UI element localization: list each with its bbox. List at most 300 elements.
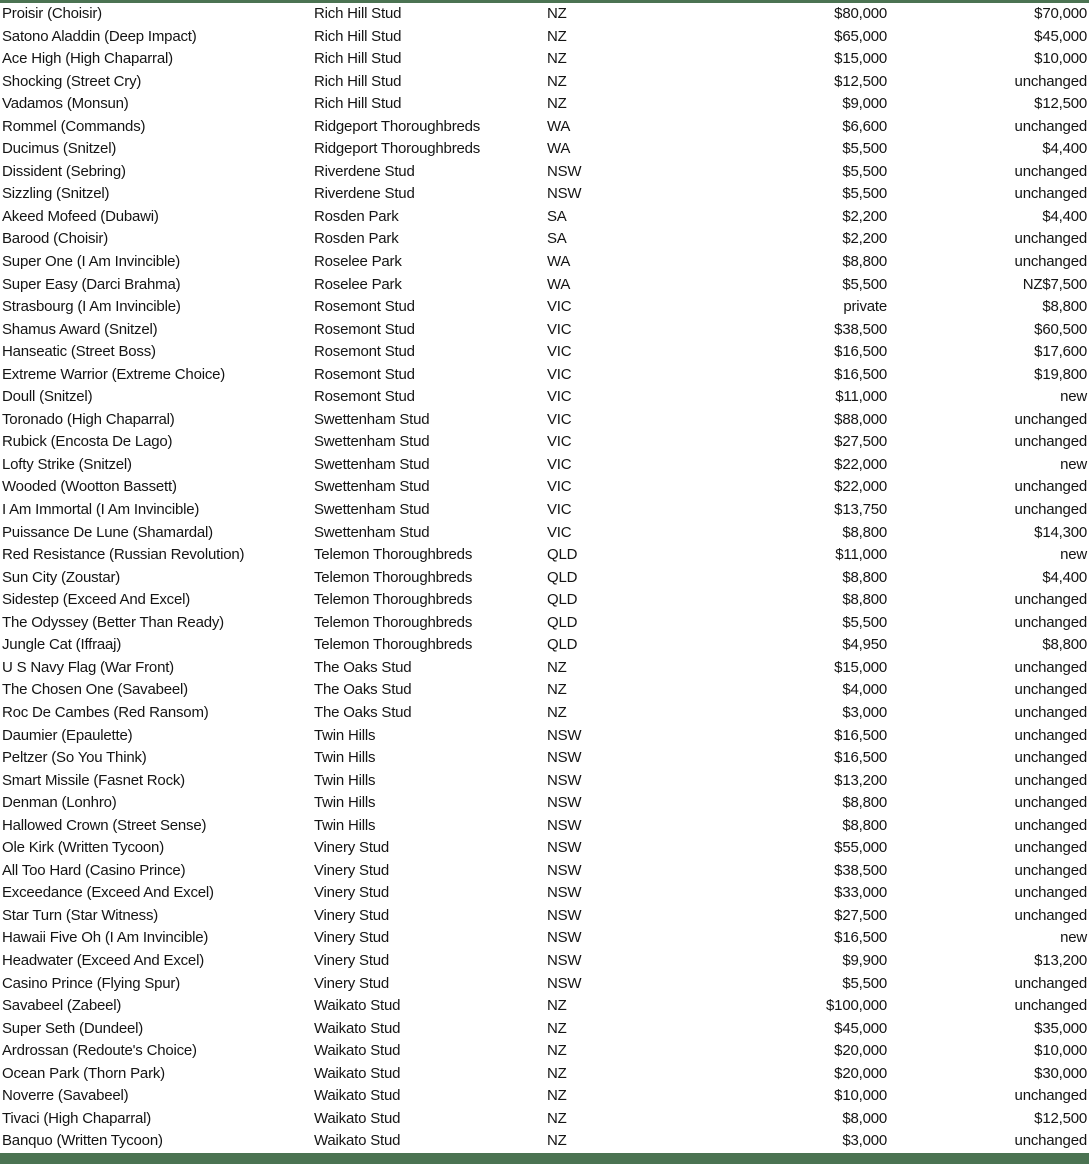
fee-change-cell: unchanged xyxy=(1014,726,1087,744)
state-cell: VIC xyxy=(547,298,572,316)
stallion-name-cell: Rubick (Encosta De Lago) xyxy=(2,433,173,451)
stud-name-cell: Waikato Stud xyxy=(314,1109,401,1127)
table-row xyxy=(0,657,1089,680)
stallion-name-cell: Super Easy (Darci Brahma) xyxy=(2,275,181,293)
stallion-name-cell: Hanseatic (Street Boss) xyxy=(2,343,156,361)
fee-cell: $80,000 xyxy=(834,5,887,22)
fee-cell: private xyxy=(843,298,887,316)
state-cell: NZ xyxy=(547,681,567,699)
table-row xyxy=(0,882,1089,905)
stud-name-cell: Rich Hill Stud xyxy=(314,5,402,22)
stallion-name-cell: Puissance De Lune (Shamardal) xyxy=(2,523,213,541)
fee-cell: $4,950 xyxy=(842,636,887,654)
table-row xyxy=(0,48,1089,71)
table-row xyxy=(0,386,1089,409)
table-row xyxy=(0,116,1089,139)
fee-change-cell: unchanged xyxy=(1014,410,1087,428)
stallion-name-cell: Sidestep (Exceed And Excel) xyxy=(2,591,191,609)
stud-name-cell: Telemon Thoroughbreds xyxy=(314,568,473,586)
state-cell: NZ xyxy=(547,1042,567,1060)
fee-cell: $5,500 xyxy=(842,275,887,293)
fee-cell: $8,800 xyxy=(842,523,887,541)
stud-fee-table xyxy=(0,3,1089,1153)
fee-change-cell: $4,400 xyxy=(1042,207,1087,225)
stud-name-cell: The Oaks Stud xyxy=(314,703,412,721)
fee-change-cell: new xyxy=(1060,546,1087,564)
fee-change-cell: new xyxy=(1060,388,1087,406)
fee-cell: $16,500 xyxy=(834,365,887,383)
fee-cell: $5,500 xyxy=(842,162,887,180)
stud-name-cell: Rosemont Stud xyxy=(314,343,415,361)
state-cell: NZ xyxy=(547,5,567,22)
stallion-name-cell: Sun City (Zoustar) xyxy=(2,568,121,586)
fee-cell: $11,000 xyxy=(835,388,887,406)
stallion-name-cell: The Chosen One (Savabeel) xyxy=(2,681,188,699)
state-cell: NSW xyxy=(547,162,582,180)
fee-cell: $8,000 xyxy=(842,1109,887,1127)
stallion-name-cell: Ole Kirk (Written Tycoon) xyxy=(2,839,164,857)
table-row xyxy=(0,1130,1089,1153)
state-cell: QLD xyxy=(547,636,578,654)
state-cell: SA xyxy=(547,207,567,225)
stud-name-cell: Waikato Stud xyxy=(314,1042,401,1060)
stallion-name-cell: Ducimus (Snitzel) xyxy=(2,140,117,158)
state-cell: QLD xyxy=(547,546,578,564)
fee-cell: $3,000 xyxy=(842,703,887,721)
state-cell: NSW xyxy=(547,929,582,947)
fee-change-cell: NZ$7,500 xyxy=(1022,275,1087,293)
fee-change-cell: new xyxy=(1060,929,1087,947)
stallion-name-cell: Smart Missile (Fasnet Rock) xyxy=(2,771,185,789)
stud-name-cell: Roselee Park xyxy=(314,253,402,271)
table-row xyxy=(0,1108,1089,1131)
fee-change-cell: unchanged xyxy=(1014,771,1087,789)
table-row xyxy=(0,364,1089,387)
fee-change-cell: unchanged xyxy=(1014,162,1087,180)
stud-name-cell: The Oaks Stud xyxy=(314,681,412,699)
stud-name-cell: Twin Hills xyxy=(314,794,376,812)
stallion-name-cell: Jungle Cat (Iffraaj) xyxy=(2,636,122,654)
table-row xyxy=(0,995,1089,1018)
stud-name-cell: Rosemont Stud xyxy=(314,365,415,383)
fee-change-cell: $14,300 xyxy=(1034,523,1087,541)
fee-change-cell: unchanged xyxy=(1014,501,1087,519)
fee-cell: $5,500 xyxy=(842,185,887,203)
stud-name-cell: Ridgeport Thoroughbreds xyxy=(314,117,481,135)
state-cell: NSW xyxy=(547,951,582,969)
table-row xyxy=(0,93,1089,116)
fee-cell: $16,500 xyxy=(834,343,887,361)
table-row xyxy=(0,770,1089,793)
stud-name-cell: Waikato Stud xyxy=(314,1064,401,1082)
fee-cell: $8,800 xyxy=(842,591,887,609)
table-row xyxy=(0,612,1089,635)
state-cell: SA xyxy=(547,230,567,248)
fee-change-cell: $12,500 xyxy=(1034,1109,1087,1127)
stallion-name-cell: Extreme Warrior (Extreme Choice) xyxy=(2,365,226,383)
fee-cell: $88,000 xyxy=(834,410,887,428)
stallion-name-cell: Ace High (High Chaparral) xyxy=(2,50,173,68)
fee-change-cell: $8,800 xyxy=(1042,298,1087,316)
table-row xyxy=(0,499,1089,522)
stud-name-cell: Rosemont Stud xyxy=(314,320,415,338)
stud-name-cell: Telemon Thoroughbreds xyxy=(314,591,473,609)
table-row xyxy=(0,905,1089,928)
table-row xyxy=(0,296,1089,319)
stud-name-cell: Telemon Thoroughbreds xyxy=(314,636,473,654)
stallion-name-cell: Ardrossan (Redoute's Choice) xyxy=(2,1042,197,1060)
state-cell: VIC xyxy=(547,523,572,541)
state-cell: NSW xyxy=(547,839,582,857)
state-cell: VIC xyxy=(547,388,572,406)
table-row xyxy=(0,702,1089,725)
fee-cell: $38,500 xyxy=(834,320,887,338)
stallion-name-cell: Barood (Choisir) xyxy=(2,230,109,248)
stallion-name-cell: Savabeel (Zabeel) xyxy=(2,997,122,1015)
fee-cell: $3,000 xyxy=(842,1132,887,1150)
stallion-name-cell: Tivaci (High Chaparral) xyxy=(2,1109,152,1127)
fee-cell: $22,000 xyxy=(834,478,887,496)
fee-change-cell: unchanged xyxy=(1014,185,1087,203)
fee-change-cell: $13,200 xyxy=(1034,951,1087,969)
state-cell: NZ xyxy=(547,72,567,90)
stallion-name-cell: Lofty Strike (Snitzel) xyxy=(2,455,132,473)
table-row xyxy=(0,161,1089,184)
stallion-name-cell: Banquo (Written Tycoon) xyxy=(2,1132,163,1150)
fee-cell: $2,200 xyxy=(842,207,887,225)
fee-change-cell: unchanged xyxy=(1014,1087,1087,1105)
stud-name-cell: Waikato Stud xyxy=(314,1132,401,1150)
fee-cell: $16,500 xyxy=(834,749,887,767)
table-row xyxy=(0,206,1089,229)
fee-cell: $11,000 xyxy=(835,546,887,564)
fee-change-cell: $4,400 xyxy=(1042,140,1087,158)
stallion-name-cell: Exceedance (Exceed And Excel) xyxy=(2,884,214,902)
stallion-name-cell: Toronado (High Chaparral) xyxy=(2,410,175,428)
state-cell: NSW xyxy=(547,906,582,924)
table-row xyxy=(0,71,1089,94)
table-row xyxy=(0,860,1089,883)
table-row xyxy=(0,319,1089,342)
state-cell: NZ xyxy=(547,1109,567,1127)
fee-cell: $12,500 xyxy=(834,72,887,90)
fee-change-cell: unchanged xyxy=(1014,816,1087,834)
fee-cell: $45,000 xyxy=(834,1019,887,1037)
fee-change-cell: unchanged xyxy=(1014,749,1087,767)
stallion-name-cell: Super One (I Am Invincible) xyxy=(2,253,181,271)
state-cell: NSW xyxy=(547,884,582,902)
stallion-name-cell: Proisir (Choisir) xyxy=(2,5,102,22)
fee-cell: $22,000 xyxy=(834,455,887,473)
stallion-name-cell: Peltzer (So You Think) xyxy=(2,749,147,767)
stud-name-cell: Rich Hill Stud xyxy=(314,27,402,45)
state-cell: NZ xyxy=(547,50,567,68)
fee-change-cell: $45,000 xyxy=(1034,27,1087,45)
state-cell: WA xyxy=(547,140,571,158)
fee-cell: $13,750 xyxy=(834,501,887,519)
fee-cell: $16,500 xyxy=(834,726,887,744)
state-cell: VIC xyxy=(547,478,572,496)
stud-name-cell: Rich Hill Stud xyxy=(314,95,402,113)
state-cell: NZ xyxy=(547,703,567,721)
stallion-name-cell: All Too Hard (Casino Prince) xyxy=(2,861,186,879)
state-cell: NSW xyxy=(547,816,582,834)
state-cell: NSW xyxy=(547,974,582,992)
stud-name-cell: Rich Hill Stud xyxy=(314,72,402,90)
stud-name-cell: Telemon Thoroughbreds xyxy=(314,546,473,564)
stud-name-cell: Rich Hill Stud xyxy=(314,50,402,68)
table-row xyxy=(0,431,1089,454)
stallion-name-cell: Hallowed Crown (Street Sense) xyxy=(2,816,207,834)
stud-name-cell: Rosden Park xyxy=(314,230,399,248)
fee-change-cell: unchanged xyxy=(1014,839,1087,857)
stallion-name-cell: Wooded (Wootton Bassett) xyxy=(2,478,177,496)
stallion-name-cell: I Am Immortal (I Am Invincible) xyxy=(2,501,200,519)
stud-name-cell: Roselee Park xyxy=(314,275,402,293)
fee-cell: $27,500 xyxy=(834,906,887,924)
state-cell: NZ xyxy=(547,1019,567,1037)
stud-name-cell: Rosden Park xyxy=(314,207,399,225)
fee-cell: $15,000 xyxy=(834,658,887,676)
fee-cell: $8,800 xyxy=(842,568,887,586)
table-row xyxy=(0,973,1089,996)
fee-cell: $8,800 xyxy=(842,794,887,812)
stallion-name-cell: Daumier (Epaulette) xyxy=(2,726,133,744)
fee-change-cell: unchanged xyxy=(1014,613,1087,631)
stallion-name-cell: Star Turn (Star Witness) xyxy=(2,906,159,924)
fee-change-cell: $4,400 xyxy=(1042,568,1087,586)
stud-name-cell: Twin Hills xyxy=(314,816,376,834)
table-row xyxy=(0,950,1089,973)
stallion-name-cell: Casino Prince (Flying Spur) xyxy=(2,974,180,992)
table-row xyxy=(0,3,1089,26)
stud-name-cell: Rosemont Stud xyxy=(314,388,415,406)
stud-name-cell: Swettenham Stud xyxy=(314,433,430,451)
fee-change-cell: unchanged xyxy=(1014,906,1087,924)
state-cell: NZ xyxy=(547,95,567,113)
state-cell: VIC xyxy=(547,320,572,338)
fee-change-cell: unchanged xyxy=(1014,974,1087,992)
stallion-name-cell: Super Seth (Dundeel) xyxy=(2,1019,144,1037)
state-cell: VIC xyxy=(547,410,572,428)
fee-cell: $27,500 xyxy=(834,433,887,451)
table-row xyxy=(0,792,1089,815)
table-row xyxy=(0,815,1089,838)
stud-name-cell: Vinery Stud xyxy=(314,884,390,902)
stud-name-cell: Vinery Stud xyxy=(314,861,390,879)
stud-name-cell: Telemon Thoroughbreds xyxy=(314,613,473,631)
state-cell: WA xyxy=(547,117,571,135)
state-cell: NZ xyxy=(547,658,567,676)
stallion-name-cell: Hawaii Five Oh (I Am Invincible) xyxy=(2,929,209,947)
fee-change-cell: unchanged xyxy=(1014,861,1087,879)
table-row xyxy=(0,409,1089,432)
state-cell: QLD xyxy=(547,591,578,609)
table-row xyxy=(0,26,1089,49)
fee-change-cell: $10,000 xyxy=(1034,50,1087,68)
stallion-name-cell: Red Resistance (Russian Revolution) xyxy=(2,546,245,564)
fee-change-cell: $35,000 xyxy=(1034,1019,1087,1037)
stud-name-cell: Twin Hills xyxy=(314,726,376,744)
stallion-name-cell: U S Navy Flag (War Front) xyxy=(2,658,174,676)
stud-name-cell: Vinery Stud xyxy=(314,974,390,992)
table-row xyxy=(0,747,1089,770)
stallion-name-cell: Shocking (Street Cry) xyxy=(2,72,142,90)
state-cell: NSW xyxy=(547,794,582,812)
table-bottom-border xyxy=(0,1153,1089,1164)
stud-name-cell: Riverdene Stud xyxy=(314,185,415,203)
stallion-name-cell: Noverre (Savabeel) xyxy=(2,1087,129,1105)
fee-change-cell: $12,500 xyxy=(1034,95,1087,113)
stud-name-cell: Swettenham Stud xyxy=(314,501,430,519)
fee-cell: $100,000 xyxy=(826,997,887,1015)
fee-change-cell: unchanged xyxy=(1014,1132,1087,1150)
fee-cell: $55,000 xyxy=(834,839,887,857)
fee-cell: $4,000 xyxy=(842,681,887,699)
stallion-name-cell: Headwater (Exceed And Excel) xyxy=(2,951,205,969)
fee-cell: $5,500 xyxy=(842,140,887,158)
stud-name-cell: Twin Hills xyxy=(314,749,376,767)
state-cell: NSW xyxy=(547,726,582,744)
fee-cell: $8,800 xyxy=(842,816,887,834)
state-cell: QLD xyxy=(547,613,578,631)
fee-change-cell: $17,600 xyxy=(1034,343,1087,361)
table-row xyxy=(0,251,1089,274)
stud-name-cell: Waikato Stud xyxy=(314,1087,401,1105)
fee-change-cell: unchanged xyxy=(1014,884,1087,902)
table-row xyxy=(0,274,1089,297)
stallion-name-cell: Vadamos (Monsun) xyxy=(2,95,129,113)
table-row xyxy=(0,679,1089,702)
fee-cell: $20,000 xyxy=(834,1064,887,1082)
stud-name-cell: Twin Hills xyxy=(314,771,376,789)
stud-name-cell: Waikato Stud xyxy=(314,997,401,1015)
fee-change-cell: unchanged xyxy=(1014,703,1087,721)
fee-change-cell: $70,000 xyxy=(1034,5,1087,22)
stallion-name-cell: Strasbourg (I Am Invincible) xyxy=(2,298,181,316)
state-cell: NSW xyxy=(547,185,582,203)
stallion-name-cell: Satono Aladdin (Deep Impact) xyxy=(2,27,197,45)
stud-name-cell: Riverdene Stud xyxy=(314,162,415,180)
fee-change-cell: unchanged xyxy=(1014,794,1087,812)
fee-cell: $65,000 xyxy=(834,27,887,45)
state-cell: NSW xyxy=(547,749,582,767)
state-cell: NZ xyxy=(547,1132,567,1150)
fee-cell: $9,900 xyxy=(842,951,887,969)
table-row xyxy=(0,1063,1089,1086)
fee-change-cell: unchanged xyxy=(1014,253,1087,271)
fee-change-cell: $10,000 xyxy=(1034,1042,1087,1060)
fee-change-cell: $60,500 xyxy=(1034,320,1087,338)
stud-name-cell: Vinery Stud xyxy=(314,839,390,857)
fee-cell: $6,600 xyxy=(842,117,887,135)
fee-change-cell: unchanged xyxy=(1014,658,1087,676)
fee-change-cell: unchanged xyxy=(1014,997,1087,1015)
state-cell: WA xyxy=(547,275,571,293)
state-cell: VIC xyxy=(547,501,572,519)
fee-cell: $2,200 xyxy=(842,230,887,248)
table-row xyxy=(0,183,1089,206)
stallion-name-cell: Shamus Award (Snitzel) xyxy=(2,320,158,338)
stud-name-cell: Swettenham Stud xyxy=(314,478,430,496)
table-row xyxy=(0,1085,1089,1108)
fee-change-cell: new xyxy=(1060,455,1087,473)
table-row xyxy=(0,454,1089,477)
stud-name-cell: Vinery Stud xyxy=(314,951,390,969)
fee-cell: $15,000 xyxy=(834,50,887,68)
state-cell: VIC xyxy=(547,365,572,383)
fee-change-cell: unchanged xyxy=(1014,681,1087,699)
stallion-name-cell: Sizzling (Snitzel) xyxy=(2,185,110,203)
fee-cell: $5,500 xyxy=(842,974,887,992)
stallion-name-cell: Roc De Cambes (Red Ransom) xyxy=(2,703,209,721)
stud-name-cell: Rosemont Stud xyxy=(314,298,415,316)
state-cell: VIC xyxy=(547,455,572,473)
fee-change-cell: unchanged xyxy=(1014,591,1087,609)
table-row xyxy=(0,634,1089,657)
table-row xyxy=(0,567,1089,590)
stallion-name-cell: Denman (Lonhro) xyxy=(2,794,117,812)
fee-change-cell: unchanged xyxy=(1014,230,1087,248)
state-cell: NSW xyxy=(547,861,582,879)
stallion-name-cell: Doull (Snitzel) xyxy=(2,388,93,406)
table-row xyxy=(0,1018,1089,1041)
state-cell: NZ xyxy=(547,1087,567,1105)
fee-change-cell: $8,800 xyxy=(1042,636,1087,654)
stallion-name-cell: The Odyssey (Better Than Ready) xyxy=(2,613,224,631)
state-cell: NSW xyxy=(547,771,582,789)
table-row xyxy=(0,544,1089,567)
stallion-name-cell: Dissident (Sebring) xyxy=(2,162,126,180)
fee-cell: $16,500 xyxy=(834,929,887,947)
fee-cell: $8,800 xyxy=(842,253,887,271)
stud-name-cell: Vinery Stud xyxy=(314,929,390,947)
state-cell: VIC xyxy=(547,433,572,451)
fee-cell: $33,000 xyxy=(834,884,887,902)
table-row xyxy=(0,725,1089,748)
table-row xyxy=(0,476,1089,499)
table-row xyxy=(0,837,1089,860)
stud-name-cell: Swettenham Stud xyxy=(314,410,430,428)
table-row xyxy=(0,1040,1089,1063)
fee-change-cell: unchanged xyxy=(1014,433,1087,451)
fee-cell: $5,500 xyxy=(842,613,887,631)
table-row xyxy=(0,228,1089,251)
stud-name-cell: Waikato Stud xyxy=(314,1019,401,1037)
state-cell: QLD xyxy=(547,568,578,586)
state-cell: NZ xyxy=(547,27,567,45)
state-cell: NZ xyxy=(547,997,567,1015)
state-cell: NZ xyxy=(547,1064,567,1082)
table-row xyxy=(0,927,1089,950)
table-row xyxy=(0,522,1089,545)
stud-name-cell: The Oaks Stud xyxy=(314,658,412,676)
table-row xyxy=(0,589,1089,612)
fee-change-cell: unchanged xyxy=(1014,478,1087,496)
fee-change-cell: $30,000 xyxy=(1034,1064,1087,1082)
stud-name-cell: Swettenham Stud xyxy=(314,523,430,541)
fee-cell: $13,200 xyxy=(834,771,887,789)
table-row xyxy=(0,341,1089,364)
stud-name-cell: Swettenham Stud xyxy=(314,455,430,473)
stud-name-cell: Ridgeport Thoroughbreds xyxy=(314,140,481,158)
table-row xyxy=(0,138,1089,161)
fee-cell: $38,500 xyxy=(834,861,887,879)
fee-change-cell: $19,800 xyxy=(1034,365,1087,383)
fee-cell: $20,000 xyxy=(834,1042,887,1060)
state-cell: VIC xyxy=(547,343,572,361)
state-cell: WA xyxy=(547,253,571,271)
